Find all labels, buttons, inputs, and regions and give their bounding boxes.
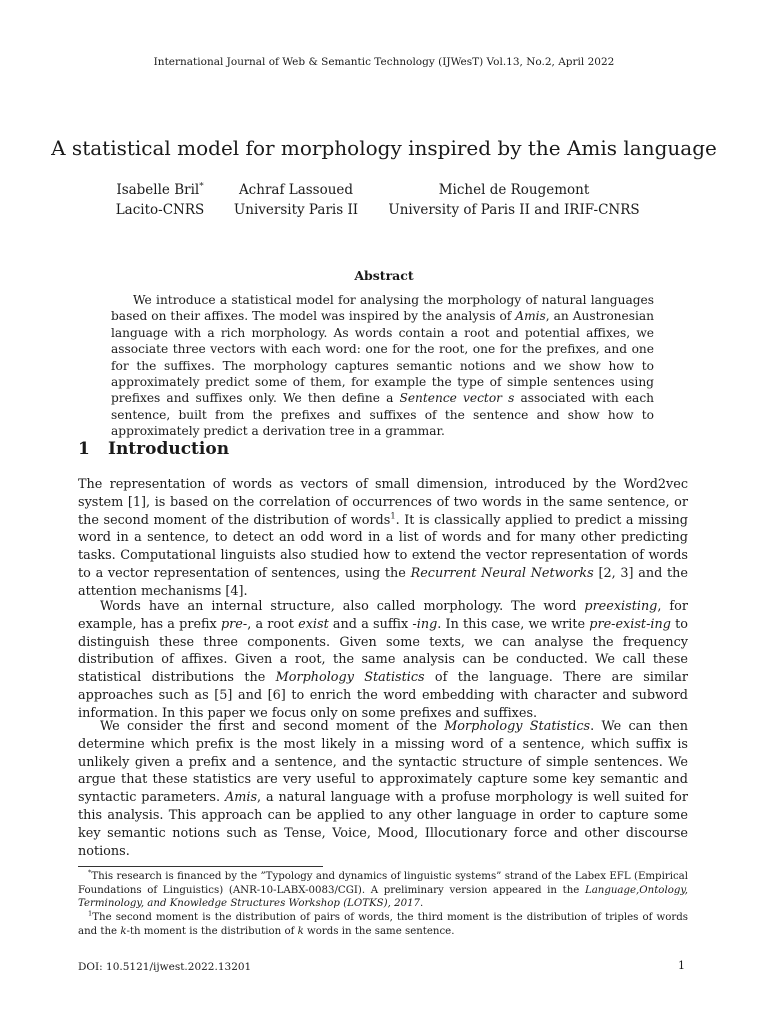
abstract-text: We introduce a statistical model for analysing the morphology of natural languages based on their affixes. The model was inspired by the analysis of Amis, an Austronesian language with a rich morphology. As words contain a root and potential affixes, we associate three vectors with each word: one for the root, one for the prefixes, and one for the suffixes. The morphology captures semantic notions and we show how to approximately predict some of them, for example the type of simple sentences using prefixes and suffixes only. We then define a Sentence vector s associated with each sentence, built from the prefixes and suffixes of the sentence and show how to approximately predict a derivation tree in a grammar.	[111, 293, 654, 439]
footnote-1: *This research is financed by the ”Typology and dynamics of linguistic systems” strand of the Labex EFL (Empirical Foundations of Linguistics) (ANR-10-LABX-0083/CGI). A preliminary version appeared in the Language,Ontology, Terminology, and Knowledge Structures Workshop (LOTKS), 2017.	[78, 868, 688, 910]
author-name: Michel de Rougemont	[438, 182, 590, 198]
doi: DOI: 10.5121/ijwest.2022.13201	[78, 961, 252, 973]
author-name: Isabelle Bril	[116, 182, 200, 198]
intro-paragraph-2: Words have an internal structure, also called morphology. The word preexisting, for example, has a prefix pre-, a root exist and a suffix -ing. In this case, we write pre-exist-ing to distinguish these three components. Given some texts, we can analyse the frequency distribution of affixes. Given a root, the same analysis can be conducted. We call these statistical distributions the Morphology Statistics of the language. There are similar approaches such as [5] and [6] to enrich the word embedding with character and subword information. In this paper we focus only on some prefixes and suffixes.	[78, 599, 688, 721]
abstract-heading: Abstract	[354, 268, 414, 283]
section-heading-introduction	[78, 439, 229, 459]
author-3	[380, 180, 648, 220]
author-footnote-mark: *	[199, 181, 204, 192]
author-name: Achraf Lassoued	[238, 182, 354, 198]
author-affiliation: Lacito-CNRS	[115, 202, 205, 218]
running-head: International Journal of Web & Semantic Technology (IJWesT) Vol.13, No.2, April 2022	[153, 56, 615, 68]
page-number: 1	[678, 959, 685, 972]
paper-title: A statistical model for morphology inspired by the Amis language	[51, 136, 717, 160]
footnote-ref-1: 1	[390, 510, 396, 521]
author-1	[100, 180, 220, 220]
footnote-2: $^1$The second moment is the distribution of pairs of words, the third moment is the distribution of triples of words and the k-th moment is the distribution of k words in the same sentence.	[78, 909, 688, 937]
author-affiliation: University Paris II	[233, 202, 359, 218]
author-2	[226, 180, 366, 220]
intro-paragraph-1: The representation of words as vectors of small dimension, introduced by the Word2vec system [1], is based on the correlation of occurrences of two words in the same sentence, or the second moment of the distribution of words$^1$. It is classically applied to predict a missing word in a sentence, to detect an odd word in a list of words and for many other predicting tasks. Computational linguists also studied how to extend the vector representation of words to a vector representation of sentences, using the Recurrent Neural Networks [2, 3] and the attention mechanisms [4].	[78, 477, 688, 599]
section-number: 1	[78, 439, 90, 459]
section-title: Introduction	[108, 439, 230, 459]
footnote-rule	[78, 866, 323, 867]
author-affiliation: University of Paris II and IRIF-CNRS	[388, 202, 640, 218]
intro-paragraph-3: We consider the first and second moment of the Morphology Statistics. We can then determine which prefix is the most likely in a missing word of a sentence, which suffix is unlikely given a prefix and a sentence, and the syntactic structure of simple sentences. We argue that these statistics are very useful to approximately capture some key semantic and syntactic parameters. Amis, a natural language with a profuse morphology is well suited for this analysis. This approach can be applied to any other language in order to capture some key semantic notions such as Tense, Voice, Mood, Illocutionary force and other discourse notions.	[78, 719, 688, 859]
